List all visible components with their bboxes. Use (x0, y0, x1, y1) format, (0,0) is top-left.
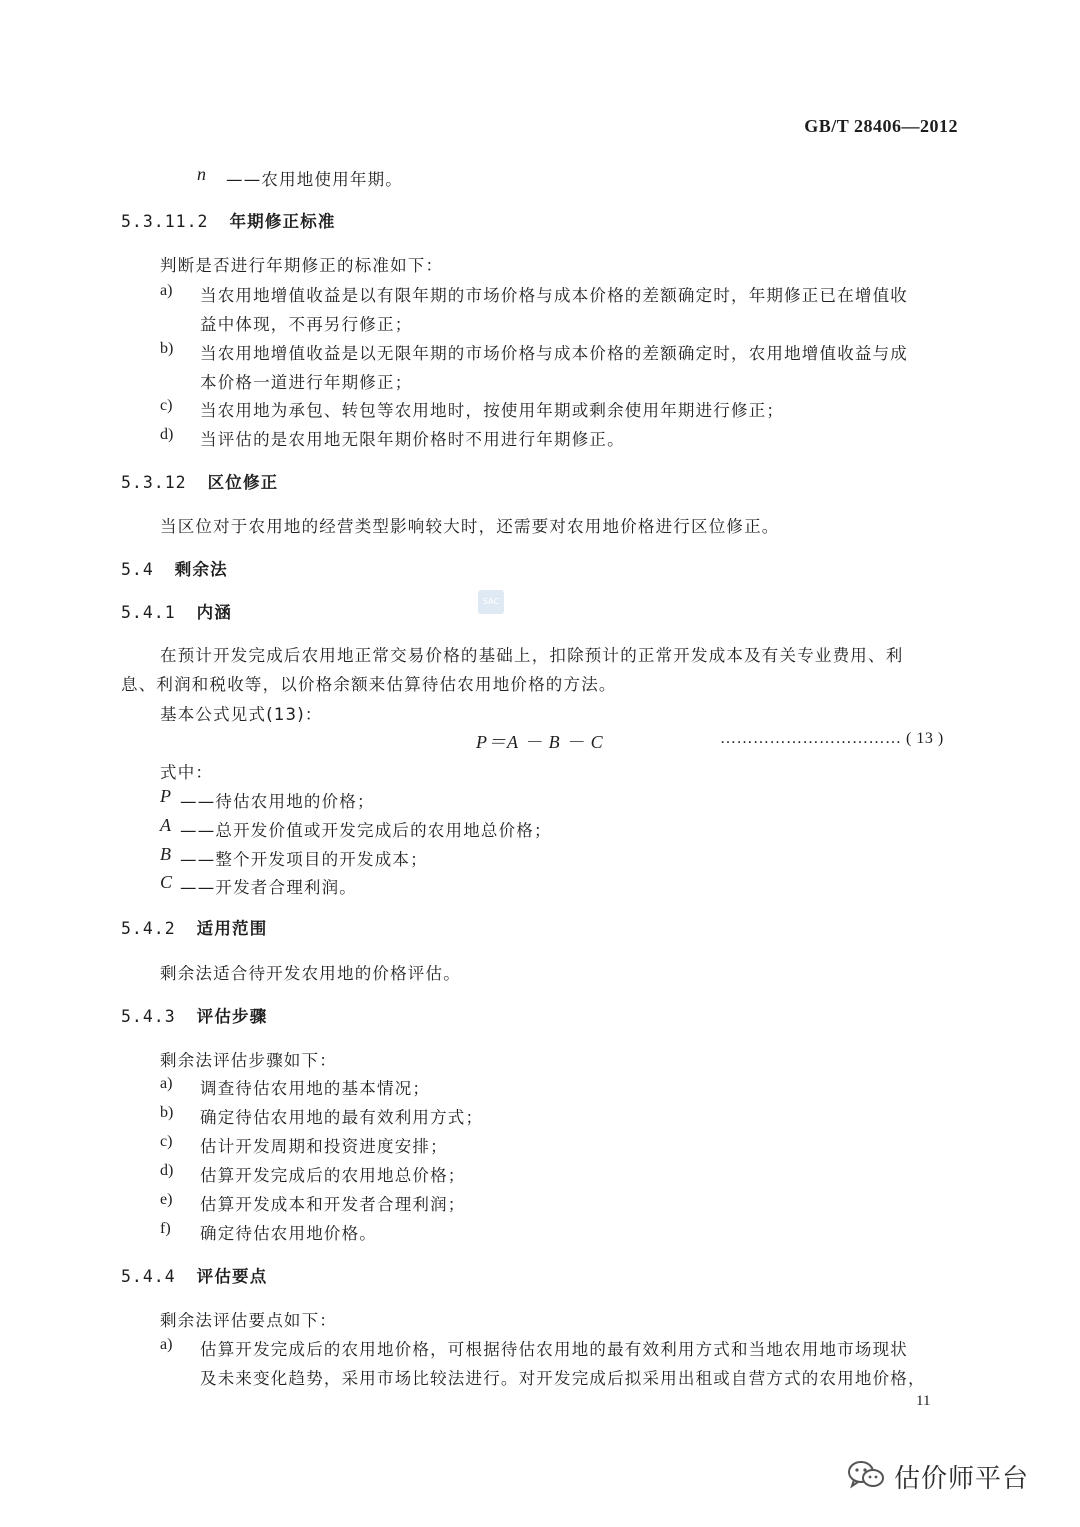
list-item-label: b) (160, 340, 174, 357)
list-item-text: 确定待估农用地价格。 (200, 1224, 377, 1243)
page-number: 11 (916, 1393, 931, 1409)
definition-B: ——整个开发项目的开发成本； (180, 850, 428, 869)
definition-P: ——待估农用地的价格； (180, 792, 375, 811)
section-5-4-3-heading (121, 1003, 267, 1027)
section-5-3-12-heading (121, 469, 278, 493)
list-item-label: f) (160, 1220, 171, 1237)
section-number: 5.3.11.2 (121, 212, 209, 231)
formula-13: P＝A － B － C (476, 732, 604, 752)
list-item-text: 估计开发周期和投资进度安排； (200, 1137, 448, 1156)
section-number: 5.4.2 (121, 919, 176, 938)
list-item-label: a) (160, 282, 173, 299)
formula-dot-leader: …………………………… (720, 730, 902, 747)
symbol-C: C (160, 872, 173, 892)
list-item-label: e) (160, 1191, 173, 1208)
definition-A: ——总开发价值或开发完成后的农用地总价格； (180, 821, 552, 840)
list-item-text: 当评估的是农用地无限年期价格时不用进行年期修正。 (200, 430, 625, 449)
section-5-4-2-heading (121, 915, 267, 939)
list-item-label: a) (160, 1336, 173, 1353)
symbol-A: A (160, 815, 171, 835)
list-item-text: 估算开发成本和开发者合理利润； (200, 1195, 466, 1214)
list-item-label: c) (160, 1133, 173, 1150)
paragraph-intro: 判断是否进行年期修正的标准如下： (160, 256, 444, 275)
list-item-text: 当农用地增值收益是以无限年期的市场价格与成本价格的差额确定时，农用地增值收益与成 (200, 344, 908, 363)
list-item-text: 当农用地增值收益是以有限年期的市场价格与成本价格的差额确定时，年期修正已在增值收 (200, 286, 908, 305)
list-item-text: 益中体现，不再另行修正； (200, 315, 413, 334)
paragraph-intro: 剩余法评估步骤如下： (160, 1051, 337, 1070)
list-item-text: 估算开发完成后的农用地价格，可根据待估农用地的最有效利用方式和当地农用地市场现状 (200, 1340, 908, 1359)
section-title: 适用范围 (196, 919, 268, 938)
section-number: 5.4.4 (121, 1267, 176, 1286)
list-item-label: d) (160, 1162, 174, 1179)
document-code: GB/T 28406—2012 (804, 116, 958, 136)
list-item-label: a) (160, 1075, 173, 1092)
section-title: 评估要点 (196, 1267, 268, 1286)
list-item-text: 当农用地为承包、转包等农用地时，按使用年期或剩余使用年期进行修正； (200, 401, 785, 420)
wechat-icon (846, 1459, 886, 1495)
section-title: 区位修正 (207, 473, 279, 492)
variable-n-symbol: n (197, 164, 206, 184)
list-item-text: 及未来变化趋势，采用市场比较法进行。对开发完成后拟采用出租或自营方式的农用地价格， (200, 1369, 926, 1388)
list-item-label: c) (160, 397, 173, 414)
symbol-B: B (160, 844, 171, 864)
list-item-text: 本价格一道进行年期修正； (200, 373, 413, 392)
section-number: 5.3.12 (121, 473, 187, 492)
list-item-text: 调查待估农用地的基本情况； (200, 1079, 431, 1098)
watermark-logo: SAC (478, 590, 504, 614)
section-number: 5.4 (121, 560, 154, 579)
where-label: 式中： (160, 763, 214, 782)
symbol-P: P (160, 786, 171, 806)
section-title: 剩余法 (174, 560, 228, 579)
paragraph-line: 在预计开发完成后农用地正常交易价格的基础上，扣除预计的正常开发成本及有关专业费用、利 (160, 646, 904, 665)
paragraph-intro: 剩余法评估要点如下： (160, 1311, 337, 1330)
section-number: 5.4.1 (121, 603, 176, 622)
section-5-4-1-heading (121, 599, 232, 623)
section-title: 评估步骤 (196, 1007, 268, 1026)
paragraph: 当区位对于农用地的经营类型影响较大时，还需要对农用地价格进行区位修正。 (160, 517, 780, 536)
section-5-4-4-heading (121, 1263, 267, 1287)
list-item-text: 估算开发完成后的农用地总价格； (200, 1166, 466, 1185)
list-item-label: d) (160, 426, 174, 443)
section-5-4-heading (121, 556, 228, 580)
brand-name: 估价师平台 (894, 1464, 1030, 1494)
paragraph: 剩余法适合待开发农用地的价格评估。 (160, 964, 461, 983)
formula-intro: 基本公式见式(13)： (160, 705, 323, 724)
section-5-3-11-2-heading (121, 208, 336, 232)
formula-number: ( 13 ) (906, 730, 944, 747)
section-title: 内涵 (196, 603, 233, 622)
definition-C: ——开发者合理利润。 (180, 878, 357, 897)
variable-n-definition: ——农用地使用年期。 (226, 170, 403, 189)
list-item-text: 确定待估农用地的最有效利用方式； (200, 1108, 484, 1127)
brand-footer (846, 1458, 1029, 1495)
section-number: 5.4.3 (121, 1007, 176, 1026)
section-title: 年期修正标准 (229, 212, 336, 231)
paragraph-line: 息、利润和税收等，以价格余额来估算待估农用地价格的方法。 (121, 675, 617, 694)
list-item-label: b) (160, 1104, 174, 1121)
